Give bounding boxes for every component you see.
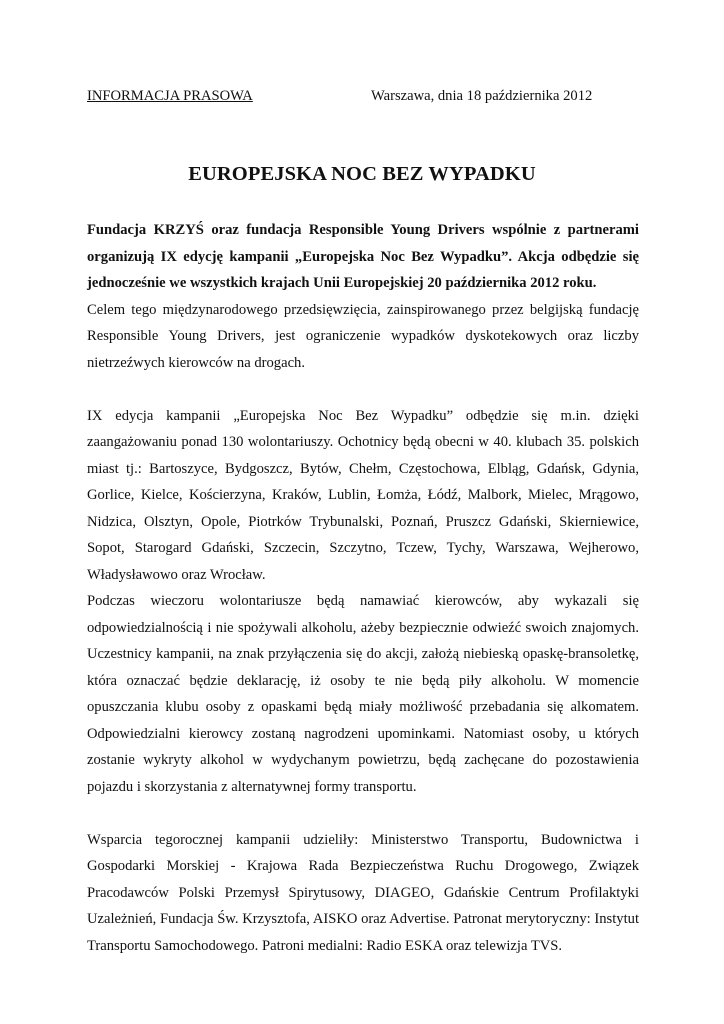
document-title: EUROPEJSKA NOC BEZ WYPADKU <box>188 163 536 185</box>
document-body <box>87 217 639 959</box>
evening-paragraph: Podczas wieczoru wolontariusze będą namawiać kierowców, aby wykazali się odpowiedzialnością i nie spożywali alkoholu, ażeby bezpiecznie odwieźć swoich znajomych. Uczestnicy kampanii, na znak przyłączenia się do akcji, założą niebieską opaskę-bransoletkę, która oznaczać będzie deklarację, iż osoby te nie będą piły alkoholu. W momencie opuszczania klubu osoby z opaskami będą miały możliwość przebadania się alkomatem. Odpowiedzialni kierowcy zostaną nagrodzeni upominkami. Natomiast osoby, u których zostanie wykryty alkohol w wydychanym powietrzu, będą zachęcane do pozostawienia pojazdu i skorzystania z alternatywnej formy transportu. <box>87 593 639 795</box>
date-line: Warszawa, dnia 18 października 2012 <box>371 88 593 104</box>
lead-paragraph: Fundacja KRZYŚ oraz fundacja Responsible Young Drivers wspólnie z partnerami organizują IX edycję kampanii „Europejska Noc Bez Wypadku”. Akcja odbędzie się jednocześnie we wszystkich krajach Unii Europejskiej 20 października 2012 roku. <box>87 222 639 291</box>
press-release-label: INFORMACJA PRASOWA <box>87 88 253 104</box>
cities-paragraph: IX edycja kampanii „Europejska Noc Bez Wypadku” odbędzie się m.in. dzięki zaangażowaniu ponad 130 wolontariuszy. Ochotnicy będą obecni w 40. klubach 35. polskich miast tj.: Bartoszyce, Bydgoszcz, Bytów, Chełm, Częstochowa, Elbląg, Gdańsk, Gdynia, Gorlice, Kielce, Kościerzyna, Kraków, Lublin, Łomża, Łódź, Malbork, Mielec, Mrągowo, Nidzica, Olsztyn, Opole, Piotrków Trybunalski, Poznań, Pruszcz Gdański, Skierniewice, Sopot, Starogard Gdański, Szczecin, Szczytno, Tczew, Tychy, Warszawa, Wejherowo, Władysławowo oraz Wrocław. <box>87 407 639 583</box>
intro-paragraph: Celem tego międzynarodowego przedsięwzięcia, zainspirowanego przez belgijską fundację Responsible Young Drivers, jest ograniczenie wypadków dyskotekowych oraz liczby nietrzeźwych kierowców na drogach. <box>87 301 639 371</box>
support-paragraph: Wsparcia tegorocznej kampanii udzieliły: Ministerstwo Transportu, Budownictwa i Gospodarki Morskiej - Krajowa Rada Bezpieczeństwa Ruchu Drogowego, Związek Pracodawców Polski Przemysł Spirytusowy, DIAGEO, Gdańskie Centrum Profilaktyki Uzależnień, Fundacja Św. Krzysztofa, AISKO oraz Advertise. Patronat merytoryczny: Instytut Transportu Samochodowego. Patroni medialni: Radio ESKA oraz telewizja TVS. <box>87 831 639 954</box>
